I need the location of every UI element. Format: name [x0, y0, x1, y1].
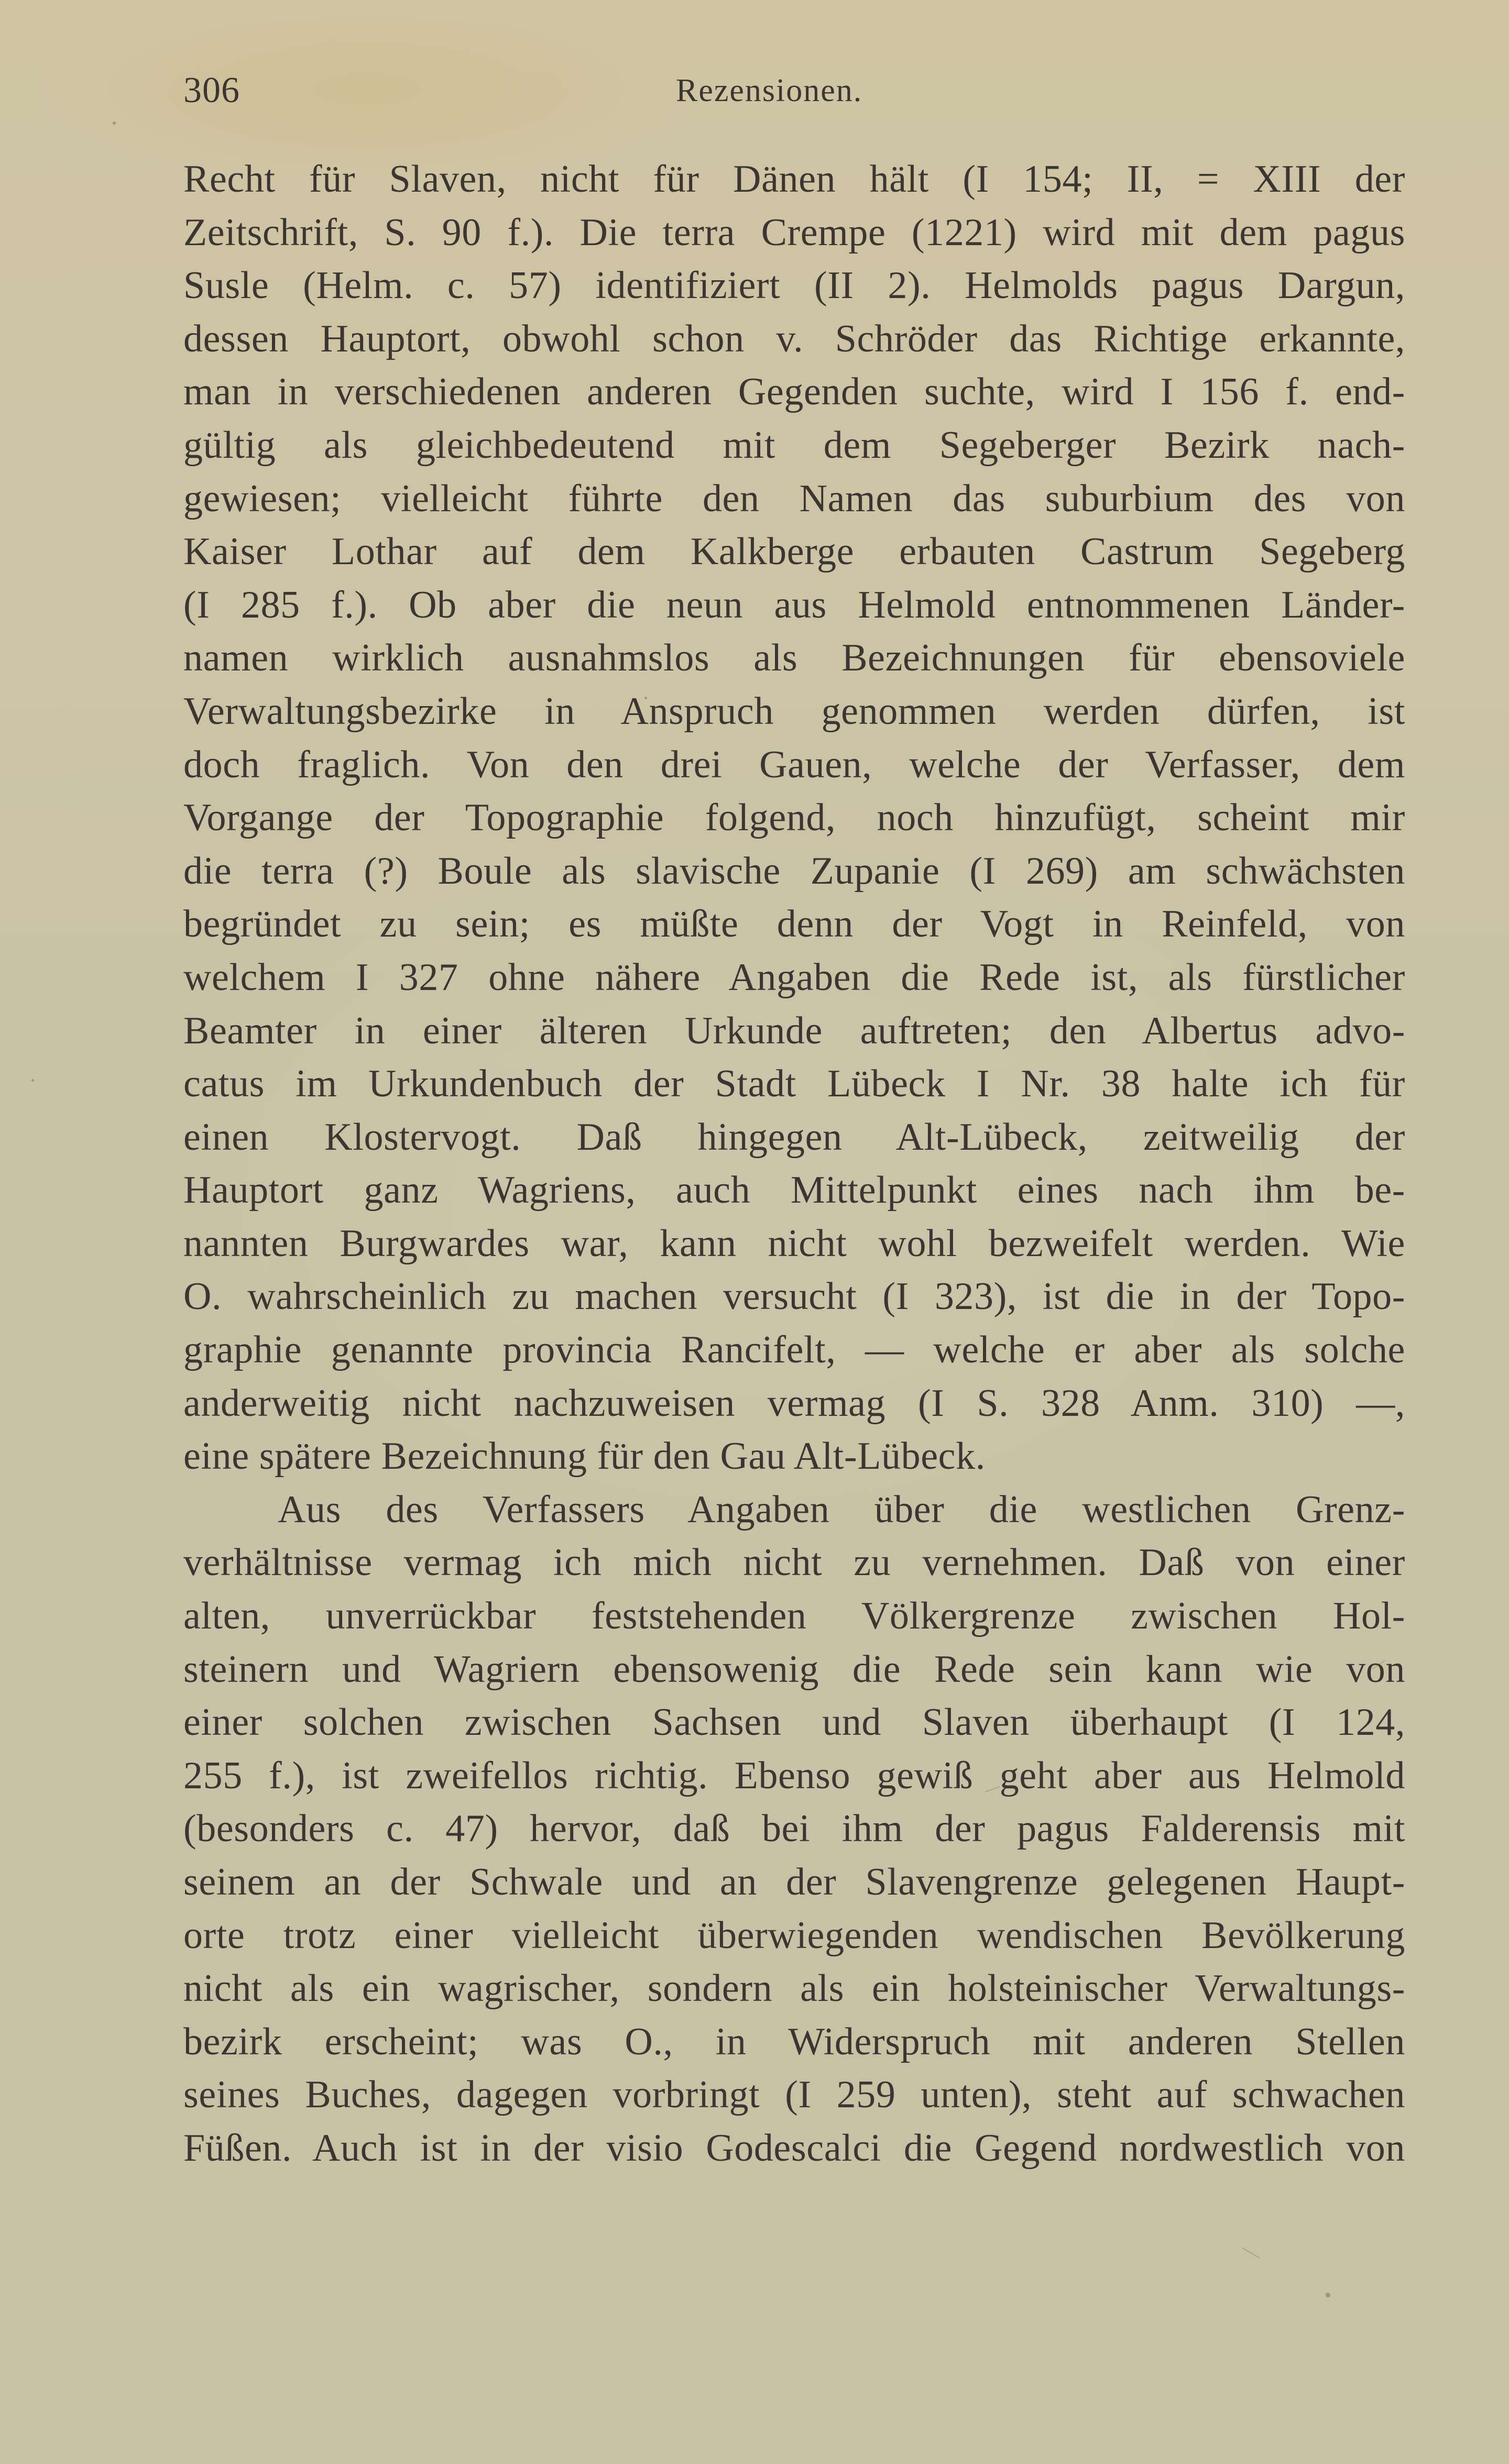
- running-title: Rezensionen.: [676, 73, 863, 108]
- text-line: O. wahrscheinlich zu machen versucht (I 323), ist die in der Topo-: [183, 1275, 1405, 1318]
- text-line: die terra (?) Boule als slavische Zupanie (I 269) am schwächsten: [183, 849, 1405, 893]
- text-line: Kaiser Lothar auf dem Kalkberge erbauten Castrum Segeberg: [183, 530, 1405, 574]
- text-line: orte trotz einer vielleicht überwiegenden wendischen Bevölkerung: [183, 1913, 1405, 1957]
- text-line: verhältnisse vermag ich mich nicht zu vernehmen. Daß von einer: [183, 1541, 1405, 1585]
- text-line: gültig als gleichbedeutend mit dem Segeberger Bezirk nach-: [183, 423, 1405, 467]
- text-line: dessen Hauptort, obwohl schon v. Schröder das Richtige erkannte,: [183, 317, 1405, 360]
- body-text: [183, 153, 1405, 2175]
- paper-speck: [1326, 2293, 1330, 2297]
- text-line: nannten Burgwardes war, kann nicht wohl bezweifelt werden. Wie: [183, 1222, 1405, 1265]
- text-line: graphie genannte provincia Rancifelt, — welche er aber als solche: [183, 1328, 1405, 1372]
- paper-speck: [31, 1079, 34, 1082]
- text-line: begründet zu sein; es müßte denn der Vogt in Reinfeld, von: [183, 903, 1405, 946]
- text-line: anderweitig nicht nachzuweisen vermag (I S. 328 Anm. 310) —,: [183, 1381, 1405, 1425]
- text-line: Hauptort ganz Wagriens, auch Mittelpunkt eines nach ihm be-: [183, 1169, 1405, 1212]
- paragraph-end-line: eine spätere Bezeichnung für den Gau Alt-Lübeck.: [183, 1435, 986, 1478]
- text-line: 255 f.), ist zweifellos richtig. Ebenso gewiß geht aber aus Helmold: [183, 1754, 1405, 1797]
- paper-scuff: [1242, 2247, 1261, 2259]
- text-line: Recht für Slaven, nicht für Dänen hält (I 154; II, = XIII der: [183, 158, 1405, 201]
- text-line: einer solchen zwischen Sachsen und Slaven überhaupt (I 124,: [183, 1701, 1405, 1744]
- text-line: seines Buches, dagegen vorbringt (I 259 unten), steht auf schwachen: [183, 2073, 1405, 2117]
- text-line: bezirk erscheint; was O., in Widerspruch mit anderen Stellen: [183, 2020, 1405, 2063]
- text-line: catus im Urkundenbuch der Stadt Lübeck I Nr. 38 halte ich für: [183, 1062, 1405, 1106]
- text-line: Zeitschrift, S. 90 f.). Die terra Crempe (1221) wird mit dem pagus: [183, 211, 1405, 254]
- text-line: nicht als ein wagrischer, sondern als ein holsteinischer Verwaltungs-: [183, 1967, 1405, 2010]
- paragraph-start-line: Aus des Verfassers Angaben über die westlichen Grenz-: [278, 1488, 1405, 1531]
- text-line: (besonders c. 47) hervor, daß bei ihm der pagus Falderensis mit: [183, 1807, 1405, 1851]
- text-line: (I 285 f.). Ob aber die neun aus Helmold entnommenen Länder-: [183, 583, 1405, 626]
- text-line: gewiesen; vielleicht führte den Namen das suburbium des von: [183, 477, 1405, 520]
- text-line: doch fraglich. Von den drei Gauen, welche der Verfasser, dem: [183, 743, 1405, 786]
- text-line: einen Klostervogt. Daß hingegen Alt-Lübeck, zeitweilig der: [183, 1115, 1405, 1159]
- paper-speck: [644, 697, 647, 699]
- paper-speck: [113, 122, 116, 125]
- text-line: Verwaltungsbezirke in Anspruch genommen werden dürfen, ist: [183, 689, 1405, 733]
- text-line: namen wirklich ausnahmslos als Bezeichnungen für ebensoviele: [183, 636, 1405, 680]
- text-line: seinem an der Schwale und an der Slavengrenze gelegenen Haupt-: [183, 1861, 1405, 1904]
- running-head: [183, 67, 1404, 114]
- text-line: man in verschiedenen anderen Gegenden suchte, wird I 156 f. end-: [183, 370, 1405, 414]
- text-line: alten, unverrückbar feststehenden Völkergrenze zwischen Hol-: [183, 1594, 1405, 1638]
- text-line: Füßen. Auch ist in der visio Godescalci die Gegend nordwestlich von: [183, 2126, 1405, 2170]
- text-line: Vorgange der Topographie folgend, noch hinzufügt, scheint mir: [183, 796, 1405, 840]
- text-line: welchem I 327 ohne nähere Angaben die Rede ist, als fürstlicher: [183, 955, 1405, 999]
- text-line: Susle (Helm. c. 57) identifiziert (II 2). Helmolds pagus Dargun,: [183, 264, 1405, 307]
- text-line: Beamter in einer älteren Urkunde auftreten; den Albertus advo-: [183, 1009, 1405, 1052]
- page-number: 306: [183, 70, 240, 111]
- text-line: steinern und Wagriern ebensowenig die Rede sein kann wie von: [183, 1647, 1405, 1691]
